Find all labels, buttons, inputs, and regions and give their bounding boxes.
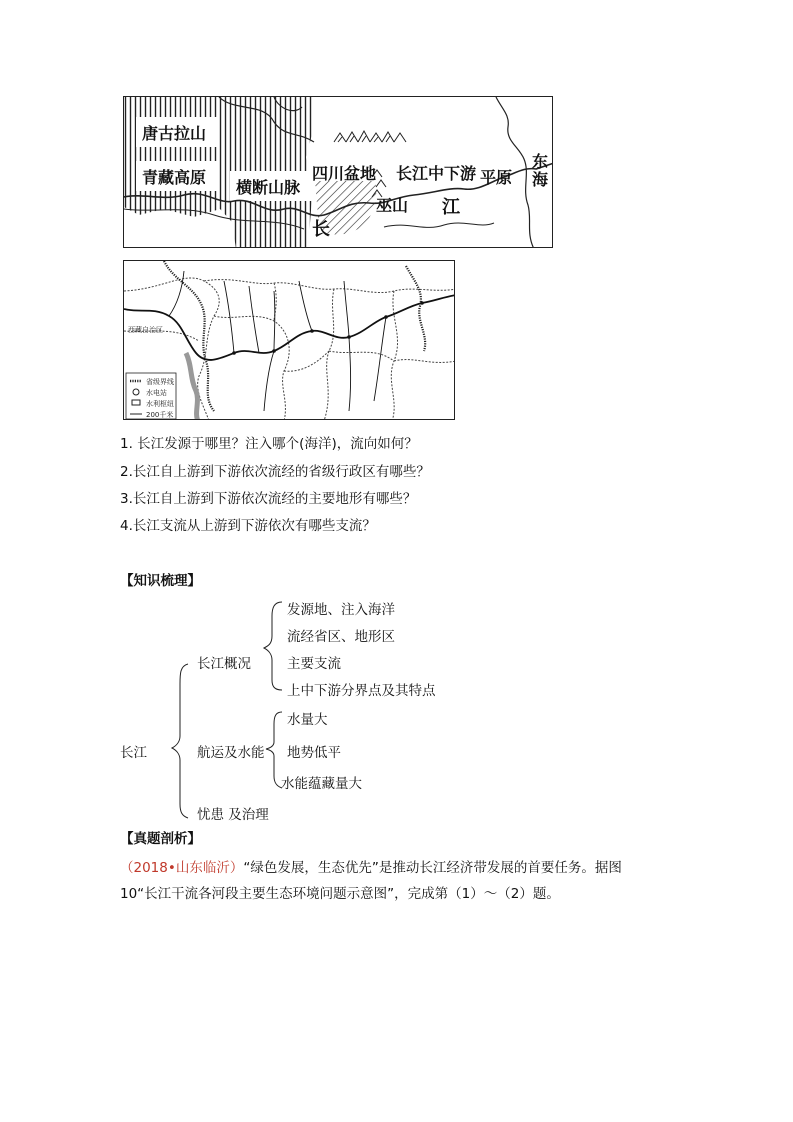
tree-branch-2-item-3: 水能蕴藏量大 [281, 776, 362, 792]
label-wushan: 巫山 [376, 196, 409, 215]
basin-map-graphic [124, 261, 455, 420]
tree-branch-2-item-2: 地势低平 [287, 745, 341, 761]
label-hengduan: 横断山脉 [236, 178, 301, 197]
question-1: 1. 长江发源于哪里？注入哪个(海洋)，流向如何？ [120, 436, 418, 452]
tree-branch-2: 航运及水能 [197, 745, 265, 761]
branch1-brace [264, 602, 282, 690]
tributaries [169, 271, 386, 411]
exam-text-line-2: 10“长江干流各河段主要生态环境问题示意图”，完成第（1）～（2）题。 [120, 886, 560, 902]
tree-root: 长江 [120, 745, 147, 761]
knowledge-brace-graphic [170, 596, 290, 826]
tree-branch-1-item-2: 流经省区、地形区 [287, 629, 395, 645]
legend-hydro-label: 水电站 [146, 389, 167, 397]
exam-heading: 【真题剖析】 [120, 831, 201, 847]
legend-dam-label: 水利枢纽 [146, 400, 174, 408]
branch2-brace [266, 712, 282, 788]
label-tanggula: 唐古拉山 [142, 124, 207, 143]
yangtze-terrain-map [123, 96, 553, 248]
tree-branch-1-item-3: 主要支流 [287, 656, 341, 672]
exam-paragraph-line-1 [120, 856, 622, 876]
label-pingyuan: 平原 [480, 168, 513, 187]
legend-scale-label: 200千米 [146, 411, 174, 419]
question-2: 2.长江自上游到下游依次流经的省级行政区有哪些？ [120, 464, 430, 480]
tree-branch-2-item-1: 水量大 [287, 712, 328, 728]
root-brace [172, 664, 188, 818]
question-4: 4.长江支流从上游到下游依次有哪些支流？ [120, 518, 376, 534]
label-sichuan: 四川盆地 [312, 164, 377, 183]
label-xizang: 西藏自治区 [128, 326, 163, 334]
question-3: 3.长江自上游到下游依次流经的主要地形有哪些？ [120, 491, 417, 507]
tree-branch-1-item-4: 上中下游分界点及其特点 [287, 683, 436, 699]
label-jiang: 江 [442, 197, 460, 218]
label-donghai: 东 海 [532, 152, 549, 189]
legend-boundary-label: 省级界线 [146, 378, 174, 386]
label-qingzang: 青藏高原 [142, 168, 207, 187]
label-chang: 长 [312, 219, 330, 240]
exam-text-line-1: “绿色发展，生态优先”是推动长江经济带发展的首要任务。据图 [243, 860, 622, 876]
tree-branch-1: 长江概况 [197, 656, 251, 672]
tree-branch-3: 忧患 及治理 [197, 807, 269, 823]
yangtze-basin-map [123, 260, 455, 420]
knowledge-heading: 【知识梳理】 [120, 573, 201, 589]
tree-branch-1-item-1: 发源地、注入海洋 [287, 602, 395, 618]
exam-source: （2018•山东临沂） [120, 860, 244, 876]
label-zhongxiayou: 长江中下游 [396, 164, 477, 183]
